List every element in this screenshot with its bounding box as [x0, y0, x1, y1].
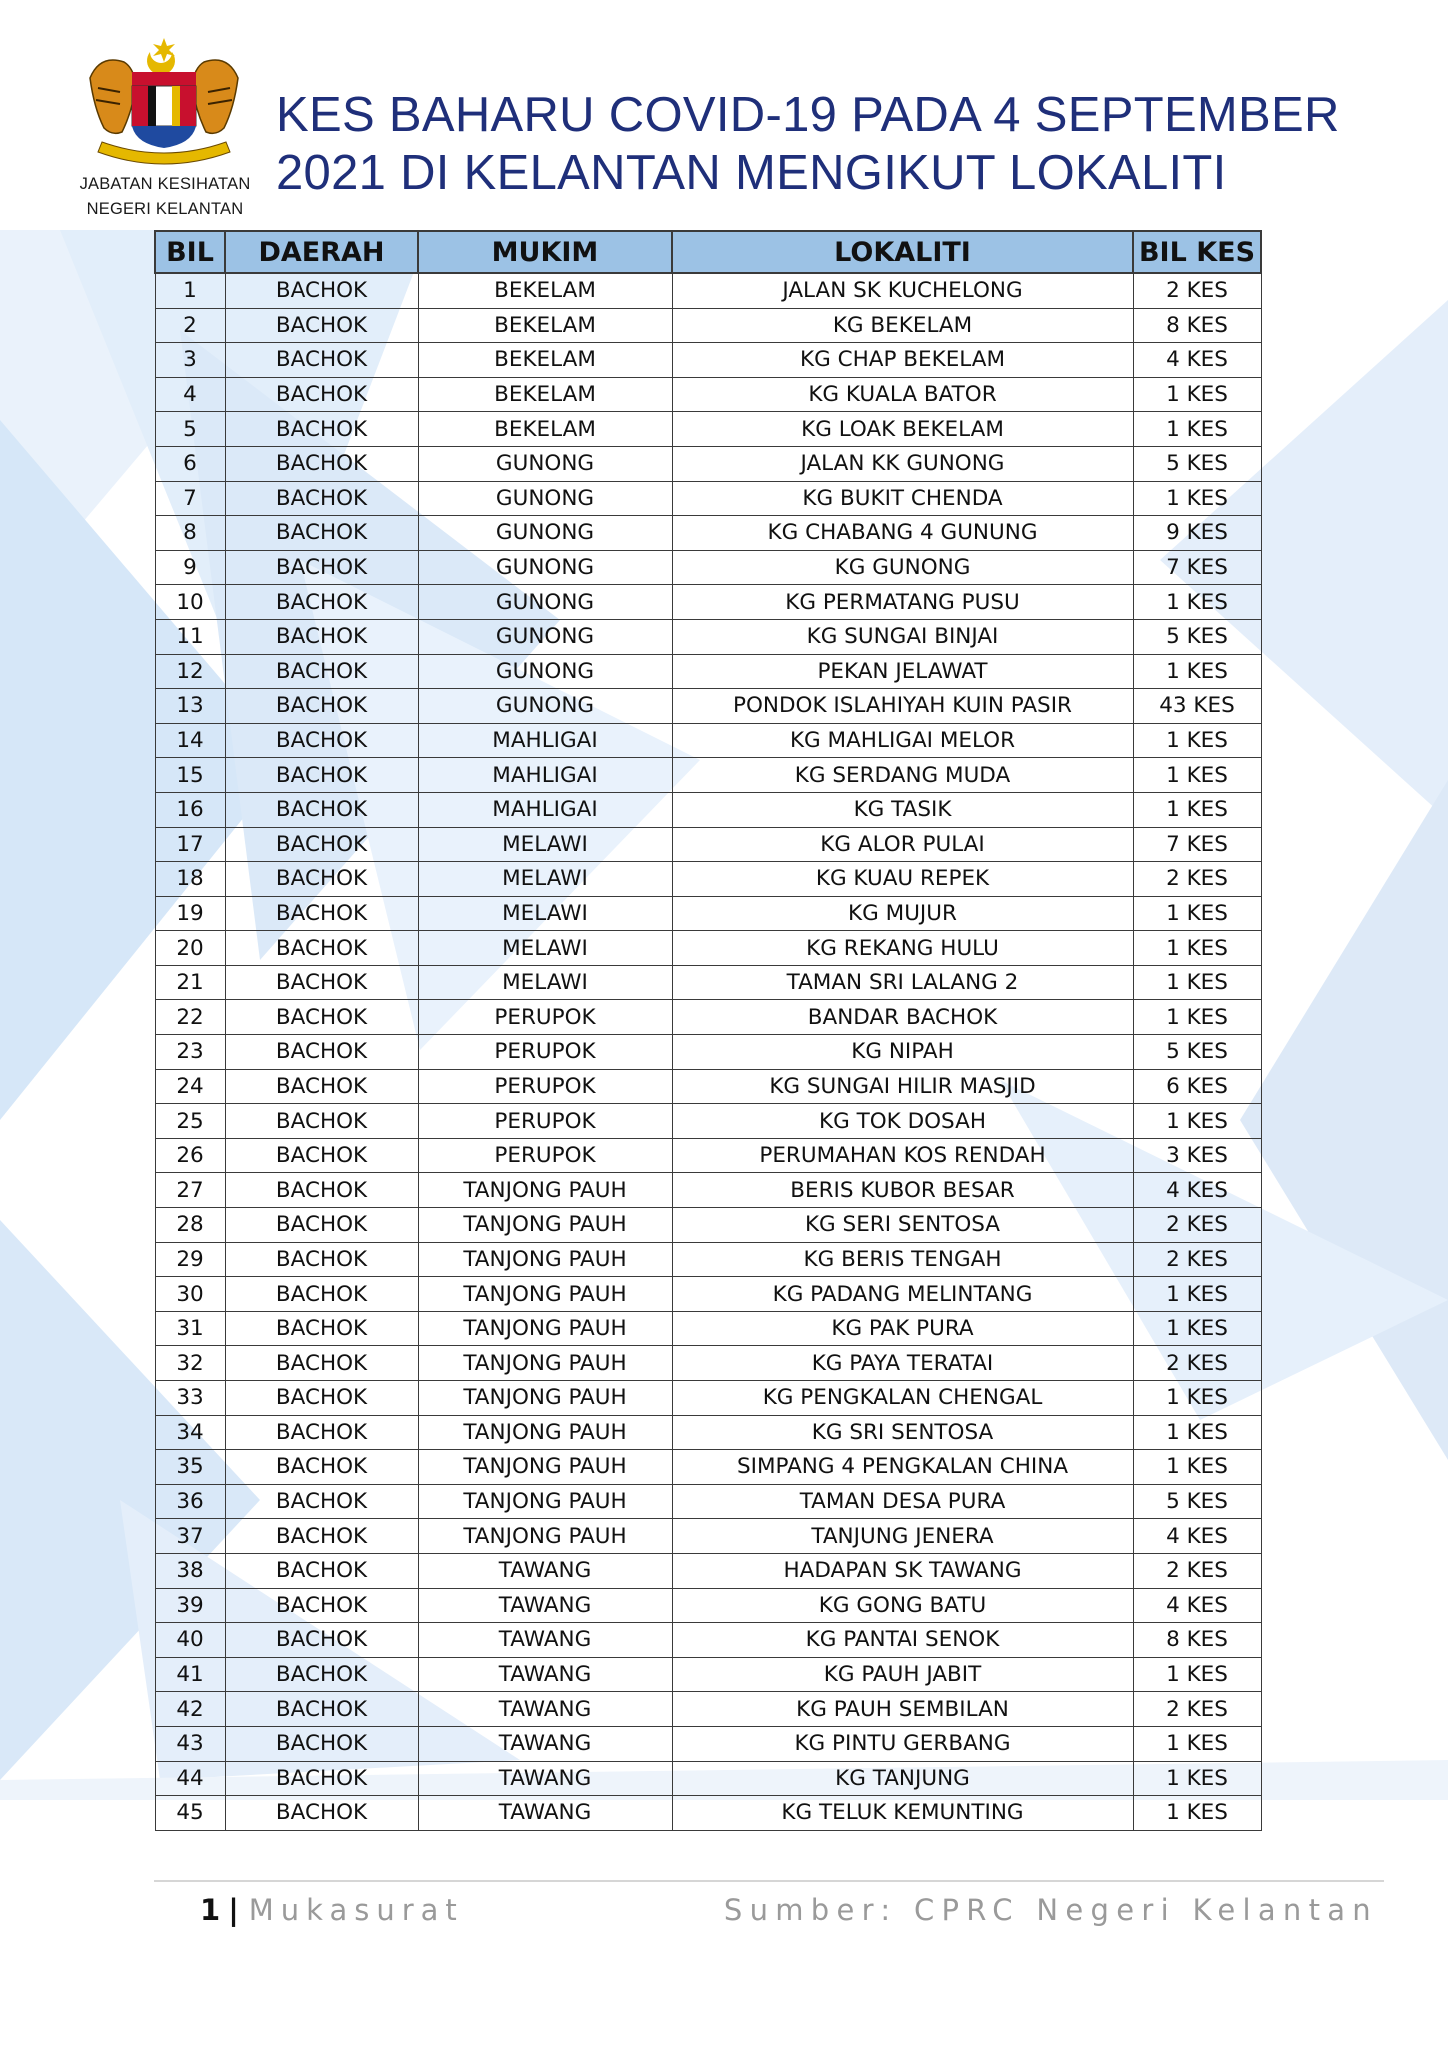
cell-mukim: TANJONG PAUH	[418, 1381, 672, 1416]
cell-lokaliti: BANDAR BACHOK	[672, 1000, 1133, 1035]
table-row	[155, 689, 1261, 724]
cell-mukim: TAWANG	[418, 1657, 672, 1692]
cell-mukim: TANJONG PAUH	[418, 1173, 672, 1208]
cell-mukim: TANJONG PAUH	[418, 1484, 672, 1519]
table-row	[155, 1000, 1261, 1035]
cell-bil: 28	[155, 1208, 225, 1243]
cell-daerah: BACHOK	[225, 723, 418, 758]
cell-lokaliti: KG TOK DOSAH	[672, 1104, 1133, 1139]
cell-daerah: BACHOK	[225, 1277, 418, 1312]
table-row	[155, 377, 1261, 412]
cell-bil: 11	[155, 619, 225, 654]
table-row	[155, 1311, 1261, 1346]
cell-lokaliti: KG PINTU GERBANG	[672, 1726, 1133, 1761]
cell-bil-kes: 1 KES	[1133, 1277, 1261, 1312]
cell-daerah: BACHOK	[225, 654, 418, 689]
cell-bil-kes: 1 KES	[1133, 1657, 1261, 1692]
cell-bil-kes: 2 KES	[1133, 862, 1261, 897]
cell-daerah: BACHOK	[225, 1381, 418, 1416]
coat-of-arms-logo	[80, 38, 248, 170]
cell-daerah: BACHOK	[225, 550, 418, 585]
page-number: 1	[200, 1893, 221, 1927]
cell-daerah: BACHOK	[225, 931, 418, 966]
cell-daerah: BACHOK	[225, 965, 418, 1000]
table-row	[155, 1035, 1261, 1070]
cell-daerah: BACHOK	[225, 689, 418, 724]
cell-bil-kes: 1 KES	[1133, 1450, 1261, 1485]
cell-lokaliti: KG SERI SENTOSA	[672, 1208, 1133, 1243]
table-row	[155, 827, 1261, 862]
footer-separator: |	[228, 1893, 239, 1927]
cell-lokaliti: KG PANTAI SENOK	[672, 1623, 1133, 1658]
cell-mukim: MELAWI	[418, 827, 672, 862]
cell-lokaliti: KG PAYA TERATAI	[672, 1346, 1133, 1381]
table-row	[155, 1692, 1261, 1727]
cell-bil: 3	[155, 343, 225, 378]
source-note: Sumber: CPRC Negeri Kelantan	[723, 1893, 1378, 1927]
table-row	[155, 1381, 1261, 1416]
cell-bil: 27	[155, 1173, 225, 1208]
cell-lokaliti: PONDOK ISLAHIYAH KUIN PASIR	[672, 689, 1133, 724]
table-row	[155, 758, 1261, 793]
cell-lokaliti: BERIS KUBOR BESAR	[672, 1173, 1133, 1208]
cell-bil-kes: 2 KES	[1133, 1692, 1261, 1727]
cell-mukim: PERUPOK	[418, 1138, 672, 1173]
cell-bil: 38	[155, 1553, 225, 1588]
table-row	[155, 308, 1261, 343]
cell-bil: 25	[155, 1104, 225, 1139]
cell-mukim: MELAWI	[418, 862, 672, 897]
table-row	[155, 931, 1261, 966]
cell-daerah: BACHOK	[225, 1588, 418, 1623]
cell-lokaliti: KG TELUK KEMUNTING	[672, 1796, 1133, 1831]
cell-mukim: TAWANG	[418, 1623, 672, 1658]
cell-bil-kes: 2 KES	[1133, 1346, 1261, 1381]
cell-bil: 14	[155, 723, 225, 758]
cell-bil: 19	[155, 896, 225, 931]
cell-bil: 40	[155, 1623, 225, 1658]
cell-mukim: MAHLIGAI	[418, 723, 672, 758]
cell-mukim: TAWANG	[418, 1553, 672, 1588]
cell-daerah: BACHOK	[225, 1242, 418, 1277]
cell-bil-kes: 1 KES	[1133, 965, 1261, 1000]
cell-lokaliti: KG KUAU REPEK	[672, 862, 1133, 897]
table-row	[155, 1138, 1261, 1173]
cell-lokaliti: KG NIPAH	[672, 1035, 1133, 1070]
cell-bil: 17	[155, 827, 225, 862]
cell-mukim: TANJONG PAUH	[418, 1519, 672, 1554]
cell-bil: 43	[155, 1726, 225, 1761]
cell-bil: 37	[155, 1519, 225, 1554]
cell-bil-kes: 8 KES	[1133, 1623, 1261, 1658]
agency-line-1: JABATAN KESIHATAN	[79, 175, 251, 193]
cell-lokaliti: KG TANJUNG	[672, 1761, 1133, 1796]
cell-bil-kes: 43 KES	[1133, 689, 1261, 724]
table-row	[155, 412, 1261, 447]
cell-bil: 23	[155, 1035, 225, 1070]
cell-daerah: BACHOK	[225, 1208, 418, 1243]
cell-bil: 24	[155, 1069, 225, 1104]
cell-bil-kes: 1 KES	[1133, 1104, 1261, 1139]
header-bil-kes: BIL KES	[1133, 231, 1261, 273]
cell-bil: 15	[155, 758, 225, 793]
table-row	[155, 1415, 1261, 1450]
cell-bil-kes: 1 KES	[1133, 1311, 1261, 1346]
header-lokaliti: LOKALITI	[672, 231, 1133, 273]
cell-bil-kes: 1 KES	[1133, 1726, 1261, 1761]
cell-daerah: BACHOK	[225, 1104, 418, 1139]
table-row	[155, 1484, 1261, 1519]
cell-bil: 4	[155, 377, 225, 412]
table-row	[155, 654, 1261, 689]
table-row	[155, 1623, 1261, 1658]
cell-bil-kes: 1 KES	[1133, 1381, 1261, 1416]
table-row	[155, 1173, 1261, 1208]
cell-lokaliti: KG SERDANG MUDA	[672, 758, 1133, 793]
cell-mukim: TAWANG	[418, 1692, 672, 1727]
cell-mukim: TANJONG PAUH	[418, 1208, 672, 1243]
page-label: Mukasurat	[248, 1893, 464, 1927]
cell-lokaliti: KG KUALA BATOR	[672, 377, 1133, 412]
cell-mukim: MELAWI	[418, 965, 672, 1000]
cell-mukim: GUNONG	[418, 550, 672, 585]
cell-daerah: BACHOK	[225, 1657, 418, 1692]
table-row	[155, 1796, 1261, 1831]
table-row	[155, 723, 1261, 758]
cell-bil: 5	[155, 412, 225, 447]
cell-bil-kes: 2 KES	[1133, 1208, 1261, 1243]
cell-bil: 35	[155, 1450, 225, 1485]
cell-mukim: BEKELAM	[418, 343, 672, 378]
cell-mukim: TAWANG	[418, 1761, 672, 1796]
cell-bil: 26	[155, 1138, 225, 1173]
cell-mukim: TANJONG PAUH	[418, 1346, 672, 1381]
cell-mukim: MAHLIGAI	[418, 758, 672, 793]
cell-daerah: BACHOK	[225, 1346, 418, 1381]
cell-lokaliti: KG PENGKALAN CHENGAL	[672, 1381, 1133, 1416]
cell-daerah: BACHOK	[225, 1553, 418, 1588]
header-daerah: DAERAH	[225, 231, 418, 273]
table-row	[155, 1657, 1261, 1692]
cell-daerah: BACHOK	[225, 1450, 418, 1485]
cell-bil: 42	[155, 1692, 225, 1727]
cell-bil: 1	[155, 273, 225, 308]
cell-bil: 13	[155, 689, 225, 724]
cell-lokaliti: KG PERMATANG PUSU	[672, 585, 1133, 620]
cases-table	[154, 230, 1262, 1831]
cell-lokaliti: KG BEKELAM	[672, 308, 1133, 343]
agency-line-2: NEGERI KELANTAN	[86, 200, 244, 218]
cell-bil-kes: 1 KES	[1133, 1796, 1261, 1831]
cell-lokaliti: KG GUNONG	[672, 550, 1133, 585]
cell-bil: 22	[155, 1000, 225, 1035]
table-row	[155, 481, 1261, 516]
cell-daerah: BACHOK	[225, 1692, 418, 1727]
cell-bil: 6	[155, 446, 225, 481]
cell-lokaliti: KG CHAP BEKELAM	[672, 343, 1133, 378]
cell-daerah: BACHOK	[225, 1069, 418, 1104]
cell-daerah: BACHOK	[225, 1138, 418, 1173]
cell-mukim: TANJONG PAUH	[418, 1277, 672, 1312]
title-line-1: KES BAHARU COVID-19 PADA 4 SEPTEMBER	[276, 88, 1340, 142]
cell-bil-kes: 1 KES	[1133, 723, 1261, 758]
cell-lokaliti: TANJUNG JENERA	[672, 1519, 1133, 1554]
cell-mukim: GUNONG	[418, 654, 672, 689]
cell-bil-kes: 2 KES	[1133, 1553, 1261, 1588]
cell-bil-kes: 1 KES	[1133, 758, 1261, 793]
cell-daerah: BACHOK	[225, 273, 418, 308]
cell-bil: 44	[155, 1761, 225, 1796]
cell-daerah: BACHOK	[225, 862, 418, 897]
cell-mukim: TANJONG PAUH	[418, 1450, 672, 1485]
cell-bil-kes: 4 KES	[1133, 1173, 1261, 1208]
cell-mukim: TAWANG	[418, 1726, 672, 1761]
table-row	[155, 1242, 1261, 1277]
cell-bil-kes: 7 KES	[1133, 550, 1261, 585]
cell-mukim: BEKELAM	[418, 377, 672, 412]
cell-bil: 10	[155, 585, 225, 620]
cell-lokaliti: KG LOAK BEKELAM	[672, 412, 1133, 447]
cell-bil: 34	[155, 1415, 225, 1450]
cell-bil: 41	[155, 1657, 225, 1692]
cell-bil: 18	[155, 862, 225, 897]
cell-daerah: BACHOK	[225, 481, 418, 516]
cell-daerah: BACHOK	[225, 1726, 418, 1761]
cell-bil-kes: 2 KES	[1133, 273, 1261, 308]
cell-mukim: BEKELAM	[418, 308, 672, 343]
table-row	[155, 1450, 1261, 1485]
title-line-2: 2021 DI KELANTAN MENGIKUT LOKALITI	[276, 146, 1227, 200]
cell-mukim: GUNONG	[418, 446, 672, 481]
cell-bil: 32	[155, 1346, 225, 1381]
cell-mukim: BEKELAM	[418, 412, 672, 447]
cell-bil: 2	[155, 308, 225, 343]
table-row	[155, 619, 1261, 654]
cell-bil: 30	[155, 1277, 225, 1312]
cell-lokaliti: PERUMAHAN KOS RENDAH	[672, 1138, 1133, 1173]
table-row	[155, 896, 1261, 931]
cell-daerah: BACHOK	[225, 758, 418, 793]
table-row	[155, 965, 1261, 1000]
cell-bil-kes: 7 KES	[1133, 827, 1261, 862]
page-number-footer	[200, 1892, 464, 1928]
cell-daerah: BACHOK	[225, 1519, 418, 1554]
table-row	[155, 1069, 1261, 1104]
footer-divider	[154, 1880, 1384, 1882]
cell-lokaliti: KG SUNGAI BINJAI	[672, 619, 1133, 654]
table-row	[155, 1761, 1261, 1796]
cell-lokaliti: KG CHABANG 4 GUNUNG	[672, 516, 1133, 551]
cell-lokaliti: KG BERIS TENGAH	[672, 1242, 1133, 1277]
cell-bil: 29	[155, 1242, 225, 1277]
table-row	[155, 862, 1261, 897]
cell-bil: 7	[155, 481, 225, 516]
cell-mukim: GUNONG	[418, 689, 672, 724]
cell-bil: 16	[155, 792, 225, 827]
cell-mukim: PERUPOK	[418, 1104, 672, 1139]
cell-daerah: BACHOK	[225, 516, 418, 551]
cell-lokaliti: KG ALOR PULAI	[672, 827, 1133, 862]
cell-bil-kes: 1 KES	[1133, 1415, 1261, 1450]
table-row	[155, 1726, 1261, 1761]
cell-daerah: BACHOK	[225, 585, 418, 620]
cell-bil-kes: 5 KES	[1133, 446, 1261, 481]
cell-bil-kes: 1 KES	[1133, 412, 1261, 447]
cell-daerah: BACHOK	[225, 1623, 418, 1658]
cell-mukim: PERUPOK	[418, 1035, 672, 1070]
header-mukim: MUKIM	[418, 231, 672, 273]
cell-bil-kes: 1 KES	[1133, 481, 1261, 516]
cell-lokaliti: KG SRI SENTOSA	[672, 1415, 1133, 1450]
cell-bil-kes: 5 KES	[1133, 1484, 1261, 1519]
cell-mukim: TAWANG	[418, 1588, 672, 1623]
cell-bil: 21	[155, 965, 225, 1000]
cell-bil-kes: 1 KES	[1133, 654, 1261, 689]
cell-mukim: GUNONG	[418, 516, 672, 551]
cell-mukim: TANJONG PAUH	[418, 1242, 672, 1277]
table-row	[155, 1208, 1261, 1243]
cell-bil: 39	[155, 1588, 225, 1623]
cell-lokaliti: TAMAN SRI LALANG 2	[672, 965, 1133, 1000]
cell-bil-kes: 1 KES	[1133, 931, 1261, 966]
cell-lokaliti: KG PAUH SEMBILAN	[672, 1692, 1133, 1727]
cell-bil: 12	[155, 654, 225, 689]
cell-daerah: BACHOK	[225, 1484, 418, 1519]
cell-bil-kes: 4 KES	[1133, 343, 1261, 378]
cell-lokaliti: KG BUKIT CHENDA	[672, 481, 1133, 516]
cell-mukim: GUNONG	[418, 619, 672, 654]
cell-bil-kes: 1 KES	[1133, 896, 1261, 931]
cell-mukim: PERUPOK	[418, 1069, 672, 1104]
cell-bil: 36	[155, 1484, 225, 1519]
cell-daerah: BACHOK	[225, 1035, 418, 1070]
table-row	[155, 516, 1261, 551]
cell-daerah: BACHOK	[225, 1173, 418, 1208]
cell-mukim: TANJONG PAUH	[418, 1311, 672, 1346]
cell-daerah: BACHOK	[225, 308, 418, 343]
cell-daerah: BACHOK	[225, 343, 418, 378]
cell-bil-kes: 6 KES	[1133, 1069, 1261, 1104]
cell-bil-kes: 1 KES	[1133, 377, 1261, 412]
cell-lokaliti: KG SUNGAI HILIR MASJID	[672, 1069, 1133, 1104]
cell-lokaliti: KG PADANG MELINTANG	[672, 1277, 1133, 1312]
table-row	[155, 1104, 1261, 1139]
cell-bil-kes: 8 KES	[1133, 308, 1261, 343]
cell-lokaliti: KG MUJUR	[672, 896, 1133, 931]
cell-bil-kes: 1 KES	[1133, 1761, 1261, 1796]
cell-mukim: TANJONG PAUH	[418, 1415, 672, 1450]
table-row	[155, 1519, 1261, 1554]
cell-lokaliti: TAMAN DESA PURA	[672, 1484, 1133, 1519]
cell-bil-kes: 2 KES	[1133, 1242, 1261, 1277]
header-bil: BIL	[155, 231, 225, 273]
cell-lokaliti: KG TASIK	[672, 792, 1133, 827]
table-row	[155, 1277, 1261, 1312]
table-row	[155, 1346, 1261, 1381]
cell-daerah: BACHOK	[225, 619, 418, 654]
cell-bil-kes: 3 KES	[1133, 1138, 1261, 1173]
table-header-row	[155, 231, 1261, 273]
page-title	[276, 86, 1396, 202]
cell-bil: 31	[155, 1311, 225, 1346]
cell-daerah: BACHOK	[225, 1415, 418, 1450]
cell-bil-kes: 4 KES	[1133, 1588, 1261, 1623]
cell-bil: 33	[155, 1381, 225, 1416]
agency-name	[52, 172, 278, 222]
cell-lokaliti: KG PAK PURA	[672, 1311, 1133, 1346]
cell-lokaliti: KG GONG BATU	[672, 1588, 1133, 1623]
cell-mukim: TAWANG	[418, 1796, 672, 1831]
cell-mukim: GUNONG	[418, 481, 672, 516]
cell-bil-kes: 1 KES	[1133, 585, 1261, 620]
table-row	[155, 550, 1261, 585]
cell-daerah: BACHOK	[225, 1000, 418, 1035]
table-row	[155, 343, 1261, 378]
cell-bil-kes: 1 KES	[1133, 1000, 1261, 1035]
cell-lokaliti: JALAN KK GUNONG	[672, 446, 1133, 481]
cell-bil-kes: 9 KES	[1133, 516, 1261, 551]
cell-lokaliti: SIMPANG 4 PENGKALAN CHINA	[672, 1450, 1133, 1485]
cell-bil: 20	[155, 931, 225, 966]
cell-mukim: MAHLIGAI	[418, 792, 672, 827]
cell-daerah: BACHOK	[225, 827, 418, 862]
cell-mukim: PERUPOK	[418, 1000, 672, 1035]
table-row	[155, 585, 1261, 620]
cell-daerah: BACHOK	[225, 792, 418, 827]
cell-bil: 9	[155, 550, 225, 585]
cell-mukim: MELAWI	[418, 896, 672, 931]
cell-daerah: BACHOK	[225, 446, 418, 481]
cell-daerah: BACHOK	[225, 1311, 418, 1346]
cell-mukim: BEKELAM	[418, 273, 672, 308]
cell-bil-kes: 4 KES	[1133, 1519, 1261, 1554]
cell-bil-kes: 5 KES	[1133, 1035, 1261, 1070]
cell-daerah: BACHOK	[225, 1761, 418, 1796]
cell-bil: 45	[155, 1796, 225, 1831]
table-row	[155, 1553, 1261, 1588]
cell-bil-kes: 1 KES	[1133, 792, 1261, 827]
cell-mukim: MELAWI	[418, 931, 672, 966]
cell-lokaliti: JALAN SK KUCHELONG	[672, 273, 1133, 308]
table-row	[155, 446, 1261, 481]
cell-lokaliti: KG PAUH JABIT	[672, 1657, 1133, 1692]
cell-bil: 8	[155, 516, 225, 551]
cell-lokaliti: HADAPAN SK TAWANG	[672, 1553, 1133, 1588]
cell-lokaliti: PEKAN JELAWAT	[672, 654, 1133, 689]
cell-daerah: BACHOK	[225, 1796, 418, 1831]
cell-bil-kes: 5 KES	[1133, 619, 1261, 654]
table-row	[155, 1588, 1261, 1623]
cell-lokaliti: KG MAHLIGAI MELOR	[672, 723, 1133, 758]
cell-lokaliti: KG REKANG HULU	[672, 931, 1133, 966]
cell-daerah: BACHOK	[225, 377, 418, 412]
cell-mukim: GUNONG	[418, 585, 672, 620]
table-row	[155, 273, 1261, 308]
table-row	[155, 792, 1261, 827]
cell-daerah: BACHOK	[225, 412, 418, 447]
cell-daerah: BACHOK	[225, 896, 418, 931]
